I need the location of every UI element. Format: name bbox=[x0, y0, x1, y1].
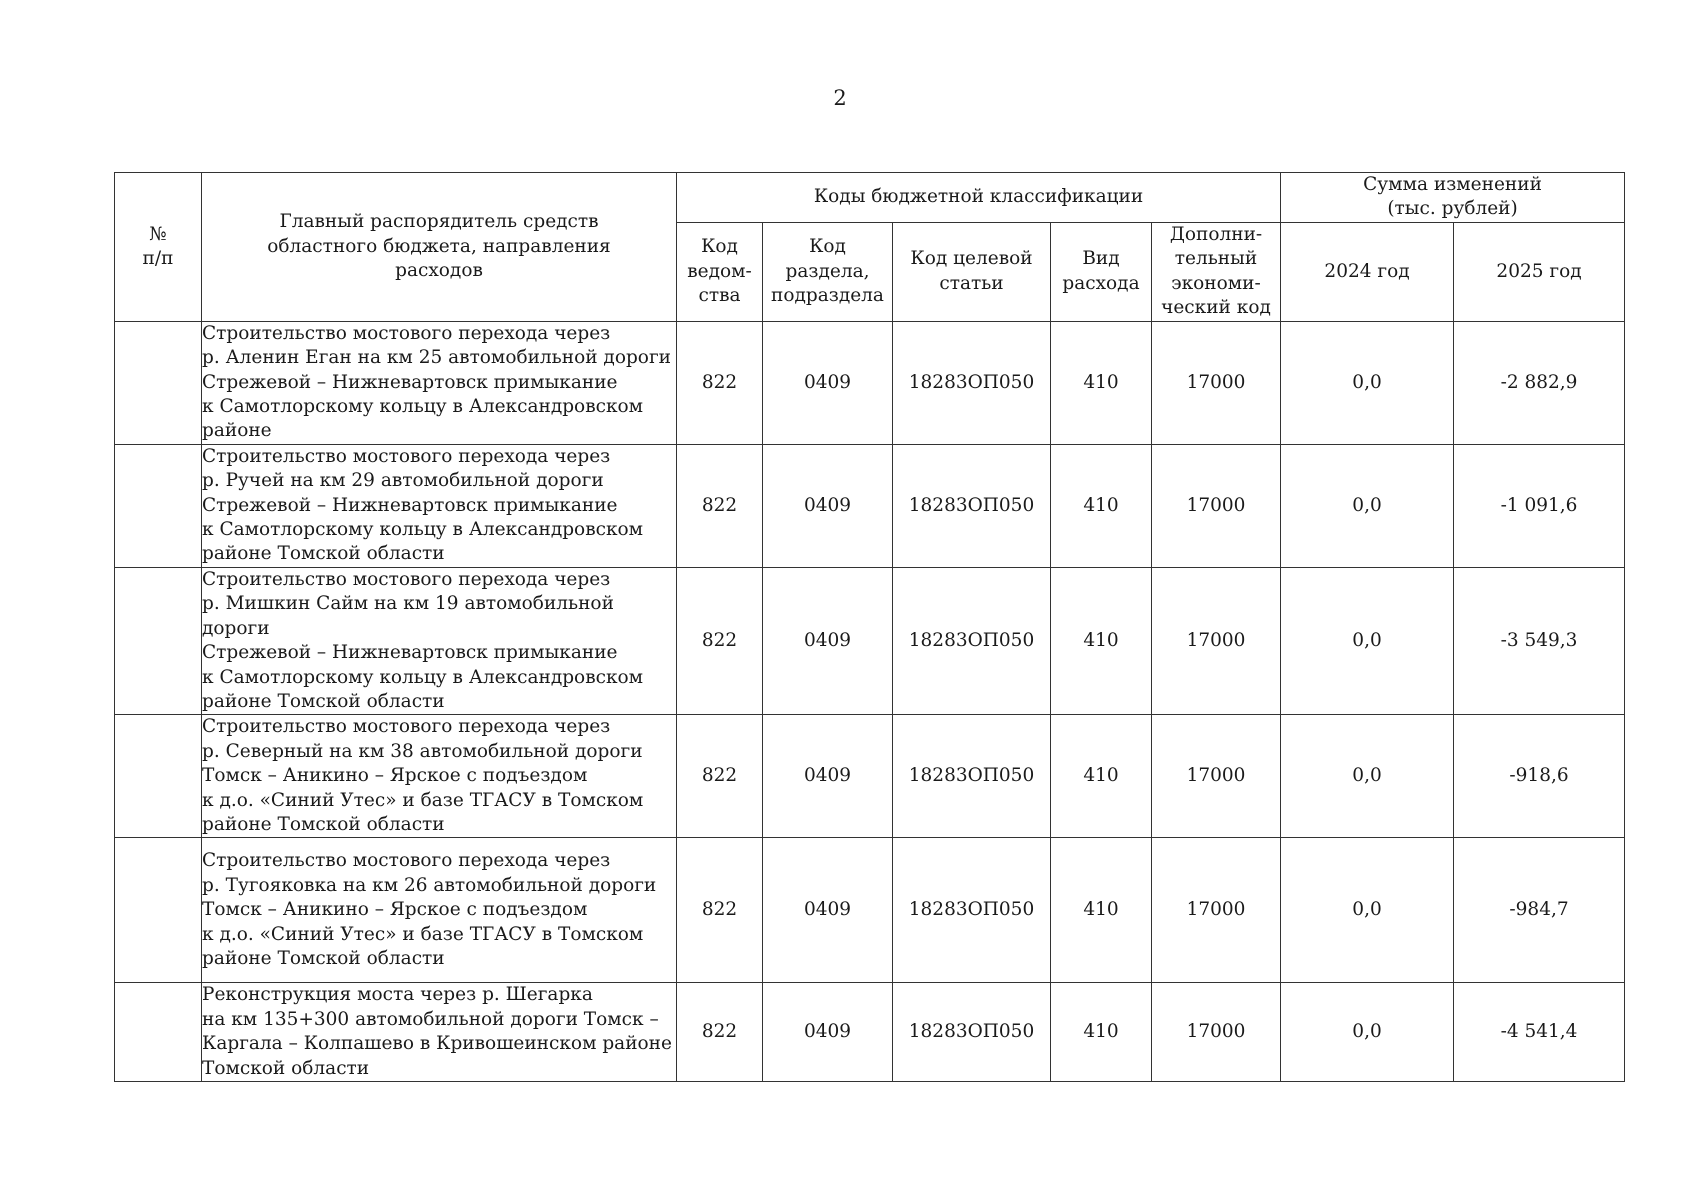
row-number bbox=[115, 715, 202, 838]
expense-type: 410 bbox=[1051, 321, 1152, 444]
expense-type: 410 bbox=[1051, 715, 1152, 838]
row-description bbox=[202, 321, 677, 444]
description-line: Строительство мостового перехода через bbox=[202, 445, 611, 467]
budget-changes-table bbox=[114, 172, 1625, 1082]
row-description bbox=[202, 567, 677, 714]
target-code: 18283ОП050 bbox=[893, 838, 1051, 983]
dept-code: 822 bbox=[677, 715, 763, 838]
row-description bbox=[202, 838, 677, 983]
section-code: 0409 bbox=[763, 567, 893, 714]
description-line: районе Томской области bbox=[202, 813, 445, 835]
target-code: 18283ОП050 bbox=[893, 715, 1051, 838]
header-target-code: Код целевой статьи bbox=[893, 222, 1051, 321]
dept-code: 822 bbox=[677, 567, 763, 714]
target-code: 18283ОП050 bbox=[893, 983, 1051, 1082]
row-number bbox=[115, 321, 202, 444]
expense-type: 410 bbox=[1051, 567, 1152, 714]
description-line: р. Ручей на км 29 автомобильной дороги bbox=[202, 470, 604, 492]
sum-2024: 0,0 bbox=[1281, 444, 1454, 567]
sum-2025: -2 882,9 bbox=[1454, 321, 1625, 444]
row-description bbox=[202, 715, 677, 838]
description-line: р. Мишкин Сайм на км 19 автомобильной дороги bbox=[202, 593, 614, 639]
description-line: Строительство мостового перехода через bbox=[202, 322, 611, 344]
header-section-code: Код раздела, подраздела bbox=[763, 222, 893, 321]
description-line: к Самотлорскому кольцу в Александровском bbox=[202, 666, 644, 688]
description-line: к Самотлорскому кольцу в Александровском bbox=[202, 396, 644, 418]
header-main-manager: Главный распорядитель средств областного бюджета, направления расходов bbox=[202, 173, 677, 322]
expense-type: 410 bbox=[1051, 444, 1152, 567]
description-line: Каргала – Колпашево в Кривошеинском районе bbox=[202, 1033, 672, 1055]
target-code: 18283ОП050 bbox=[893, 444, 1051, 567]
section-code: 0409 bbox=[763, 983, 893, 1082]
row-number bbox=[115, 983, 202, 1082]
sum-2024: 0,0 bbox=[1281, 715, 1454, 838]
header-budget-codes: Коды бюджетной классификации bbox=[677, 173, 1281, 223]
description-line: районе Томской области bbox=[202, 690, 445, 712]
econ-code: 17000 bbox=[1152, 838, 1281, 983]
header-dept-code: Код ведом- ства bbox=[677, 222, 763, 321]
page-number: 2 bbox=[833, 86, 847, 110]
table-row bbox=[115, 321, 1625, 444]
econ-code: 17000 bbox=[1152, 715, 1281, 838]
sum-2024: 0,0 bbox=[1281, 321, 1454, 444]
sum-2025: -3 549,3 bbox=[1454, 567, 1625, 714]
sum-2025: -984,7 bbox=[1454, 838, 1625, 983]
description-line: Стрежевой – Нижневартовск примыкание bbox=[202, 494, 618, 516]
header-sum-changes: Сумма изменений (тыс. рублей) bbox=[1281, 173, 1625, 223]
dept-code: 822 bbox=[677, 838, 763, 983]
table-row bbox=[115, 983, 1625, 1082]
row-description bbox=[202, 444, 677, 567]
description-line: Строительство мостового перехода через bbox=[202, 716, 611, 738]
description-line: Реконструкция моста через р. Шегарка bbox=[202, 984, 593, 1006]
description-line: районе Томской области bbox=[202, 947, 445, 969]
description-line: Строительство мостового перехода через bbox=[202, 568, 611, 590]
header-expense-type: Вид расхода bbox=[1051, 222, 1152, 321]
description-line: Томск – Аникино – Ярское с подъездом bbox=[202, 899, 588, 921]
description-line: Строительство мостового перехода через bbox=[202, 850, 611, 872]
sum-2024: 0,0 bbox=[1281, 838, 1454, 983]
section-code: 0409 bbox=[763, 715, 893, 838]
description-line: р. Тугояковка на км 26 автомобильной дороги bbox=[202, 874, 657, 896]
row-number bbox=[115, 444, 202, 567]
section-code: 0409 bbox=[763, 444, 893, 567]
description-line: к Самотлорскому кольцу в Александровском bbox=[202, 519, 644, 541]
description-line: р. Аленин Еган на км 25 автомобильной дороги bbox=[202, 347, 671, 369]
econ-code: 17000 bbox=[1152, 321, 1281, 444]
header-year-2025: 2025 год bbox=[1454, 222, 1625, 321]
dept-code: 822 bbox=[677, 444, 763, 567]
dept-code: 822 bbox=[677, 321, 763, 444]
description-line: районе bbox=[202, 420, 272, 442]
sum-2025: -4 541,4 bbox=[1454, 983, 1625, 1082]
description-line: Томск – Аникино – Ярское с подъездом bbox=[202, 765, 588, 787]
description-line: р. Северный на км 38 автомобильной дороги bbox=[202, 740, 643, 762]
dept-code: 822 bbox=[677, 983, 763, 1082]
expense-type: 410 bbox=[1051, 983, 1152, 1082]
econ-code: 17000 bbox=[1152, 567, 1281, 714]
sum-2024: 0,0 bbox=[1281, 983, 1454, 1082]
sum-2025: -918,6 bbox=[1454, 715, 1625, 838]
header-econ-code: Дополни- тельный экономи- ческий код bbox=[1152, 222, 1281, 321]
expense-type: 410 bbox=[1051, 838, 1152, 983]
sum-2024: 0,0 bbox=[1281, 567, 1454, 714]
target-code: 18283ОП050 bbox=[893, 321, 1051, 444]
description-line: Стрежевой – Нижневартовск примыкание bbox=[202, 642, 618, 664]
row-number bbox=[115, 838, 202, 983]
econ-code: 17000 bbox=[1152, 444, 1281, 567]
description-line: к д.о. «Синий Утес» и базе ТГАСУ в Томском bbox=[202, 923, 644, 945]
description-line: Стрежевой – Нижневартовск примыкание bbox=[202, 371, 618, 393]
section-code: 0409 bbox=[763, 321, 893, 444]
table-row bbox=[115, 715, 1625, 838]
description-line: Томской области bbox=[202, 1057, 370, 1079]
header-row-number: № п/п bbox=[115, 173, 202, 322]
table-row bbox=[115, 838, 1625, 983]
econ-code: 17000 bbox=[1152, 983, 1281, 1082]
table-row bbox=[115, 444, 1625, 567]
sum-2025: -1 091,6 bbox=[1454, 444, 1625, 567]
description-line: к д.о. «Синий Утес» и базе ТГАСУ в Томском bbox=[202, 789, 644, 811]
row-number bbox=[115, 567, 202, 714]
section-code: 0409 bbox=[763, 838, 893, 983]
row-description bbox=[202, 983, 677, 1082]
header-year-2024: 2024 год bbox=[1281, 222, 1454, 321]
table-row bbox=[115, 567, 1625, 714]
description-line: на км 135+300 автомобильной дороги Томск – bbox=[202, 1008, 659, 1030]
description-line: районе Томской области bbox=[202, 543, 445, 565]
target-code: 18283ОП050 bbox=[893, 567, 1051, 714]
